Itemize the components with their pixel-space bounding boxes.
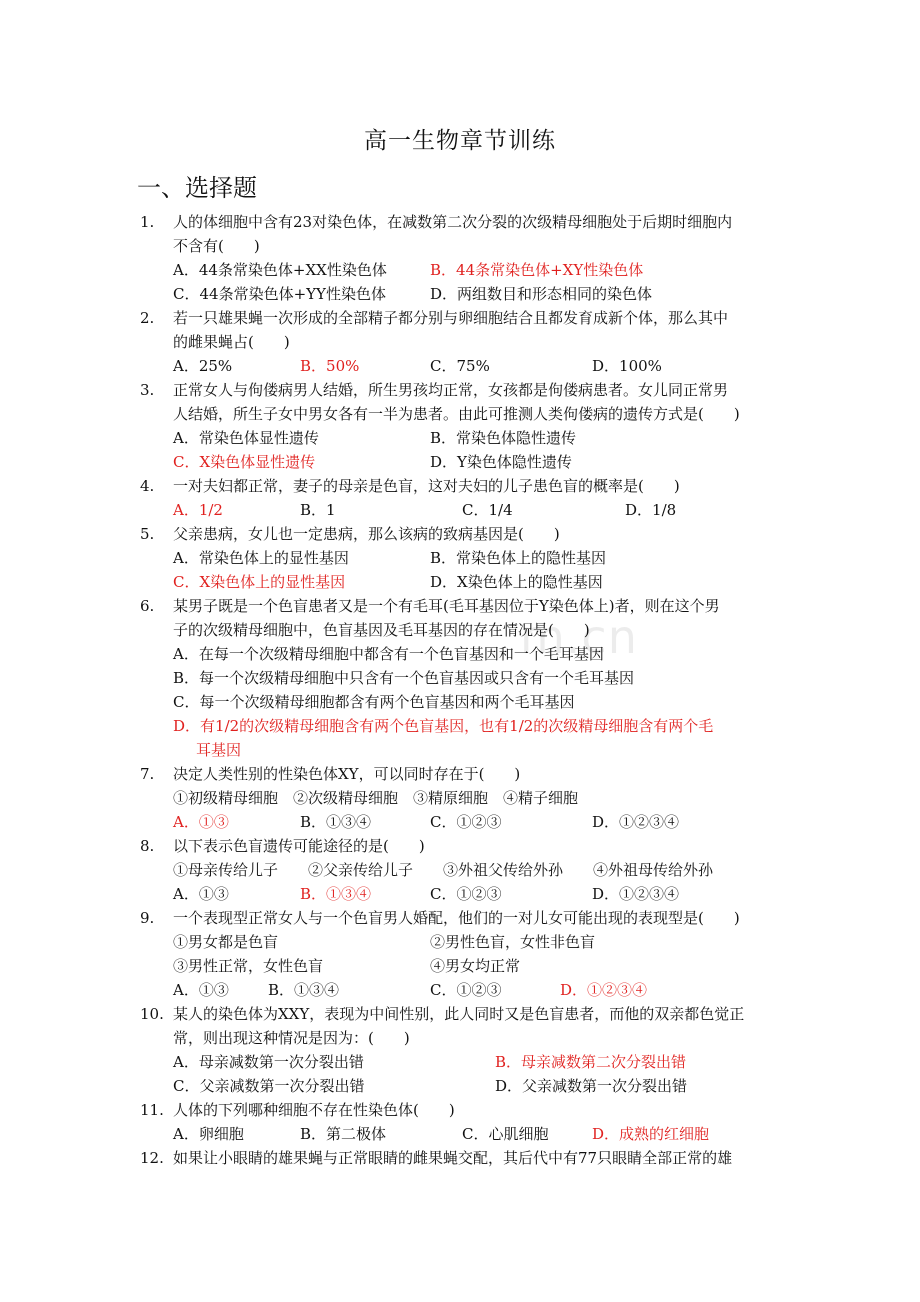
- option-a: A．卵细胞: [173, 1125, 244, 1143]
- option-c: C．44条常染色体+YY性染色体: [173, 285, 386, 303]
- question-item: ④男女均正常: [430, 957, 521, 975]
- option-c: C．1/4: [462, 501, 513, 519]
- option-b: B．常染色体上的隐性基因: [430, 549, 607, 567]
- option-d-answer: D．①②③④: [560, 981, 648, 999]
- question-number: 5.: [140, 525, 155, 543]
- question-stem: 以下表示色盲遗传可能途径的是( ): [173, 837, 425, 855]
- question-number: 2.: [140, 309, 155, 327]
- option-a-answer: A．1/2: [173, 501, 223, 519]
- option-b-answer: B．50%: [300, 357, 360, 375]
- question-number: 12.: [140, 1149, 164, 1167]
- question-stem: 若一只雄果蝇一次形成的全部精子都分别与卵细胞结合且都发育成新个体，那么其中: [173, 309, 729, 327]
- option-c: C．心肌细胞: [462, 1125, 549, 1143]
- watermark: m.cn: [520, 610, 638, 664]
- question-stem: 正常女人与佝偻病男人结婚，所生男孩均正常，女孩都是佝偻病患者。女儿同正常男: [173, 381, 729, 399]
- question-stem: 决定人类性别的性染色体XY，可以同时存在于( ): [173, 765, 521, 783]
- option-a: A．①③: [173, 981, 229, 999]
- option-d-answer-cont: 耳基因: [196, 741, 242, 759]
- question-item: ①男女都是色盲: [173, 933, 279, 951]
- question-stem: 某男子既是一个色盲患者又是一个有毛耳(毛耳基因位于Y染色体上)者，则在这个男: [173, 597, 720, 615]
- question-stem: 如果让小眼睛的雄果蝇与正常眼睛的雌果蝇交配，其后代中有77只眼睛全部正常的雄: [173, 1149, 733, 1167]
- option-d: D．两组数目和形态相同的染色体: [430, 285, 653, 303]
- question-stem: 人结婚，所生子女中男女各有一半为患者。由此可推测人类佝偻病的遗传方式是( ): [173, 405, 740, 423]
- option-d: D．父亲减数第一次分裂出错: [495, 1077, 688, 1095]
- question-stem: 某人的染色体为XXY，表现为中间性别，此人同时又是色盲患者，而他的双亲都色觉正: [173, 1005, 745, 1023]
- option-c: C．①②③: [430, 981, 502, 999]
- question-number: 3.: [140, 381, 155, 399]
- option-a: A．①③: [173, 885, 229, 903]
- question-number: 1.: [140, 213, 155, 231]
- question-stem: 不含有( ): [173, 237, 260, 255]
- option-b: B．1: [300, 501, 336, 519]
- section-heading: 一、选择题: [137, 174, 257, 202]
- question-stem: 父亲患病，女儿也一定患病，那么该病的致病基因是( ): [173, 525, 560, 543]
- question-stem: 常，则出现这种情况是因为：( ): [173, 1029, 410, 1047]
- document-title: 高一生物章节训练: [364, 128, 556, 154]
- option-c: C．75%: [430, 357, 490, 375]
- question-stem: 子的次级精母细胞中，色盲基因及毛耳基因的存在情况是( ): [173, 621, 590, 639]
- question-number: 6.: [140, 597, 155, 615]
- option-d: D．①②③④: [592, 813, 680, 831]
- question-number: 8.: [140, 837, 155, 855]
- option-d: D．①②③④: [592, 885, 680, 903]
- option-d: D．100%: [592, 357, 662, 375]
- option-c: C．每一个次级精母细胞都含有两个色盲基因和两个毛耳基因: [173, 693, 575, 711]
- question-item: ③男性正常，女性色盲: [173, 957, 324, 975]
- option-d: D．1/8: [625, 501, 677, 519]
- question-items: ①初级精母细胞 ②次级精母细胞 ③精原细胞 ④精子细胞: [173, 789, 579, 807]
- option-a-answer: A．①③: [173, 813, 229, 831]
- option-a: A．25%: [173, 357, 233, 375]
- option-b-answer: B．44条常染色体+XY性染色体: [430, 261, 644, 279]
- option-c-answer: C．X染色体显性遗传: [173, 453, 316, 471]
- question-number: 11.: [140, 1101, 164, 1119]
- option-c: C．①②③: [430, 885, 502, 903]
- question-number: 9.: [140, 909, 155, 927]
- option-a: A．在每一个次级精母细胞中都含有一个色盲基因和一个毛耳基因: [173, 645, 604, 663]
- option-b-answer: B．母亲减数第二次分裂出错: [495, 1053, 687, 1071]
- question-stem: 人体的下列哪种细胞不存在性染色体( ): [173, 1101, 455, 1119]
- option-c: C．①②③: [430, 813, 502, 831]
- question-item: ②男性色盲，女性非色盲: [430, 933, 596, 951]
- option-a: A．常染色体显性遗传: [173, 429, 319, 447]
- question-stem: 一对夫妇都正常，妻子的母亲是色盲，这对夫妇的儿子患色盲的概率是( ): [173, 477, 680, 495]
- option-a: A．母亲减数第一次分裂出错: [173, 1053, 364, 1071]
- option-c: C．父亲减数第一次分裂出错: [173, 1077, 365, 1095]
- option-b: B．①③④: [268, 981, 340, 999]
- question-number: 7.: [140, 765, 155, 783]
- question-stem: 人的体细胞中含有23对染色体，在减数第二次分裂的次级精母细胞处于后期时细胞内: [173, 213, 733, 231]
- question-stem: 的雌果蝇占( ): [173, 333, 290, 351]
- option-c-answer: C．X染色体上的显性基因: [173, 573, 346, 591]
- option-b: B．①③④: [300, 813, 372, 831]
- option-a: A．常染色体上的显性基因: [173, 549, 349, 567]
- question-stem: 一个表现型正常女人与一个色盲男人婚配，他们的一对儿女可能出现的表现型是( ): [173, 909, 740, 927]
- option-b: B．每一个次级精母细胞中只含有一个色盲基因或只含有一个毛耳基因: [173, 669, 635, 687]
- option-b-answer: B．①③④: [300, 885, 372, 903]
- option-d-answer: D．成熟的红细胞: [592, 1125, 710, 1143]
- option-a: A．44条常染色体+XX性染色体: [173, 261, 387, 279]
- question-number: 10.: [140, 1005, 164, 1023]
- option-b: B．第二极体: [300, 1125, 387, 1143]
- option-b: B．常染色体隐性遗传: [430, 429, 577, 447]
- question-items: ①母亲传给儿子 ②父亲传给儿子 ③外祖父传给外孙 ④外祖母传给外孙: [173, 861, 714, 879]
- option-d: D．X染色体上的隐性基因: [430, 573, 603, 591]
- question-number: 4.: [140, 477, 155, 495]
- option-d: D．Y染色体隐性遗传: [430, 453, 572, 471]
- option-d-answer: D．有1/2的次级精母细胞含有两个色盲基因，也有1/2的次级精母细胞含有两个毛: [173, 717, 714, 735]
